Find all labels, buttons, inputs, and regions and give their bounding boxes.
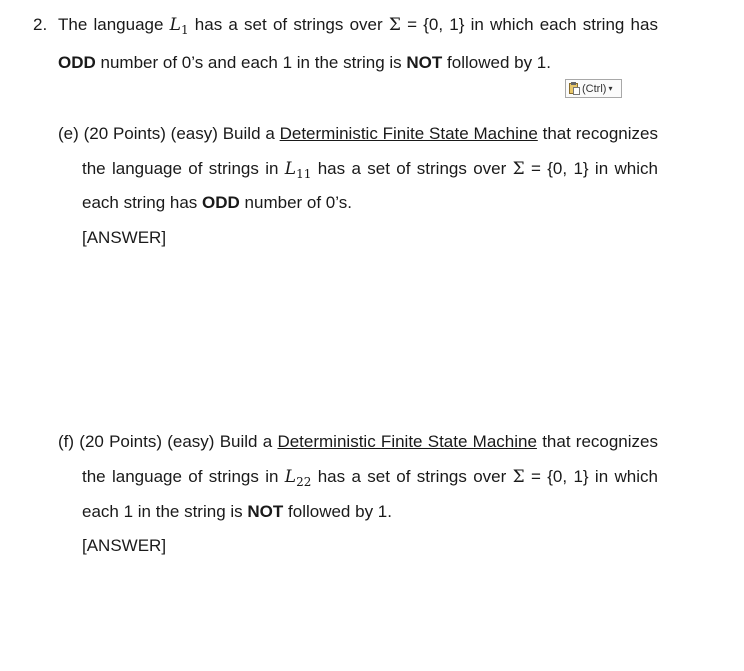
paste-options-label: (Ctrl): [582, 82, 607, 95]
part-e-line-3: each string has ODD number of 0’s.: [82, 193, 352, 212]
part-e-dfsm-term: Deterministic Finite State Machine: [279, 124, 538, 143]
language-symbol-l11: $L_{11}$: [284, 159, 312, 181]
part-f-line-1: (f) (20 Points) (easy) Build a Deterministic Finite State Machine that recognizes: [58, 432, 658, 451]
part-f-line-3: each 1 in the string is NOT followed by 1.: [82, 502, 392, 521]
question-line-1: The language $L_1$ has a set of strings over Σ = {0, 1} in which each string has: [58, 15, 658, 37]
language-symbol: $L_1$: [169, 15, 189, 37]
paste-options-button[interactable]: [565, 79, 622, 98]
part-e-line-1: (e) (20 Points) (easy) Build a Deterministic Finite State Machine that recognizes: [58, 124, 658, 143]
sigma-symbol: Σ: [512, 467, 525, 487]
question-line-2: ODD number of 0’s and each 1 in the string is NOT followed by 1.: [58, 53, 551, 72]
part-f-dfsm-term: Deterministic Finite State Machine: [277, 432, 537, 451]
chevron-down-icon: ▾: [608, 84, 613, 93]
part-e-line-2: the language of strings in $L_{11}$ has a set of strings over Σ = {0, 1} in which: [82, 159, 658, 181]
question-number: 2.: [33, 15, 48, 34]
clipboard-icon: [569, 82, 580, 95]
sigma-symbol: Σ: [388, 15, 401, 35]
sigma-symbol: Σ: [512, 159, 525, 179]
part-f-answer: [ANSWER]: [82, 536, 167, 555]
part-e-answer: [ANSWER]: [82, 228, 167, 247]
part-f-line-2: the language of strings in $L_{22}$ has a set of strings over Σ = {0, 1} in which: [82, 467, 658, 489]
language-symbol-l22: $L_{22}$: [284, 467, 312, 489]
